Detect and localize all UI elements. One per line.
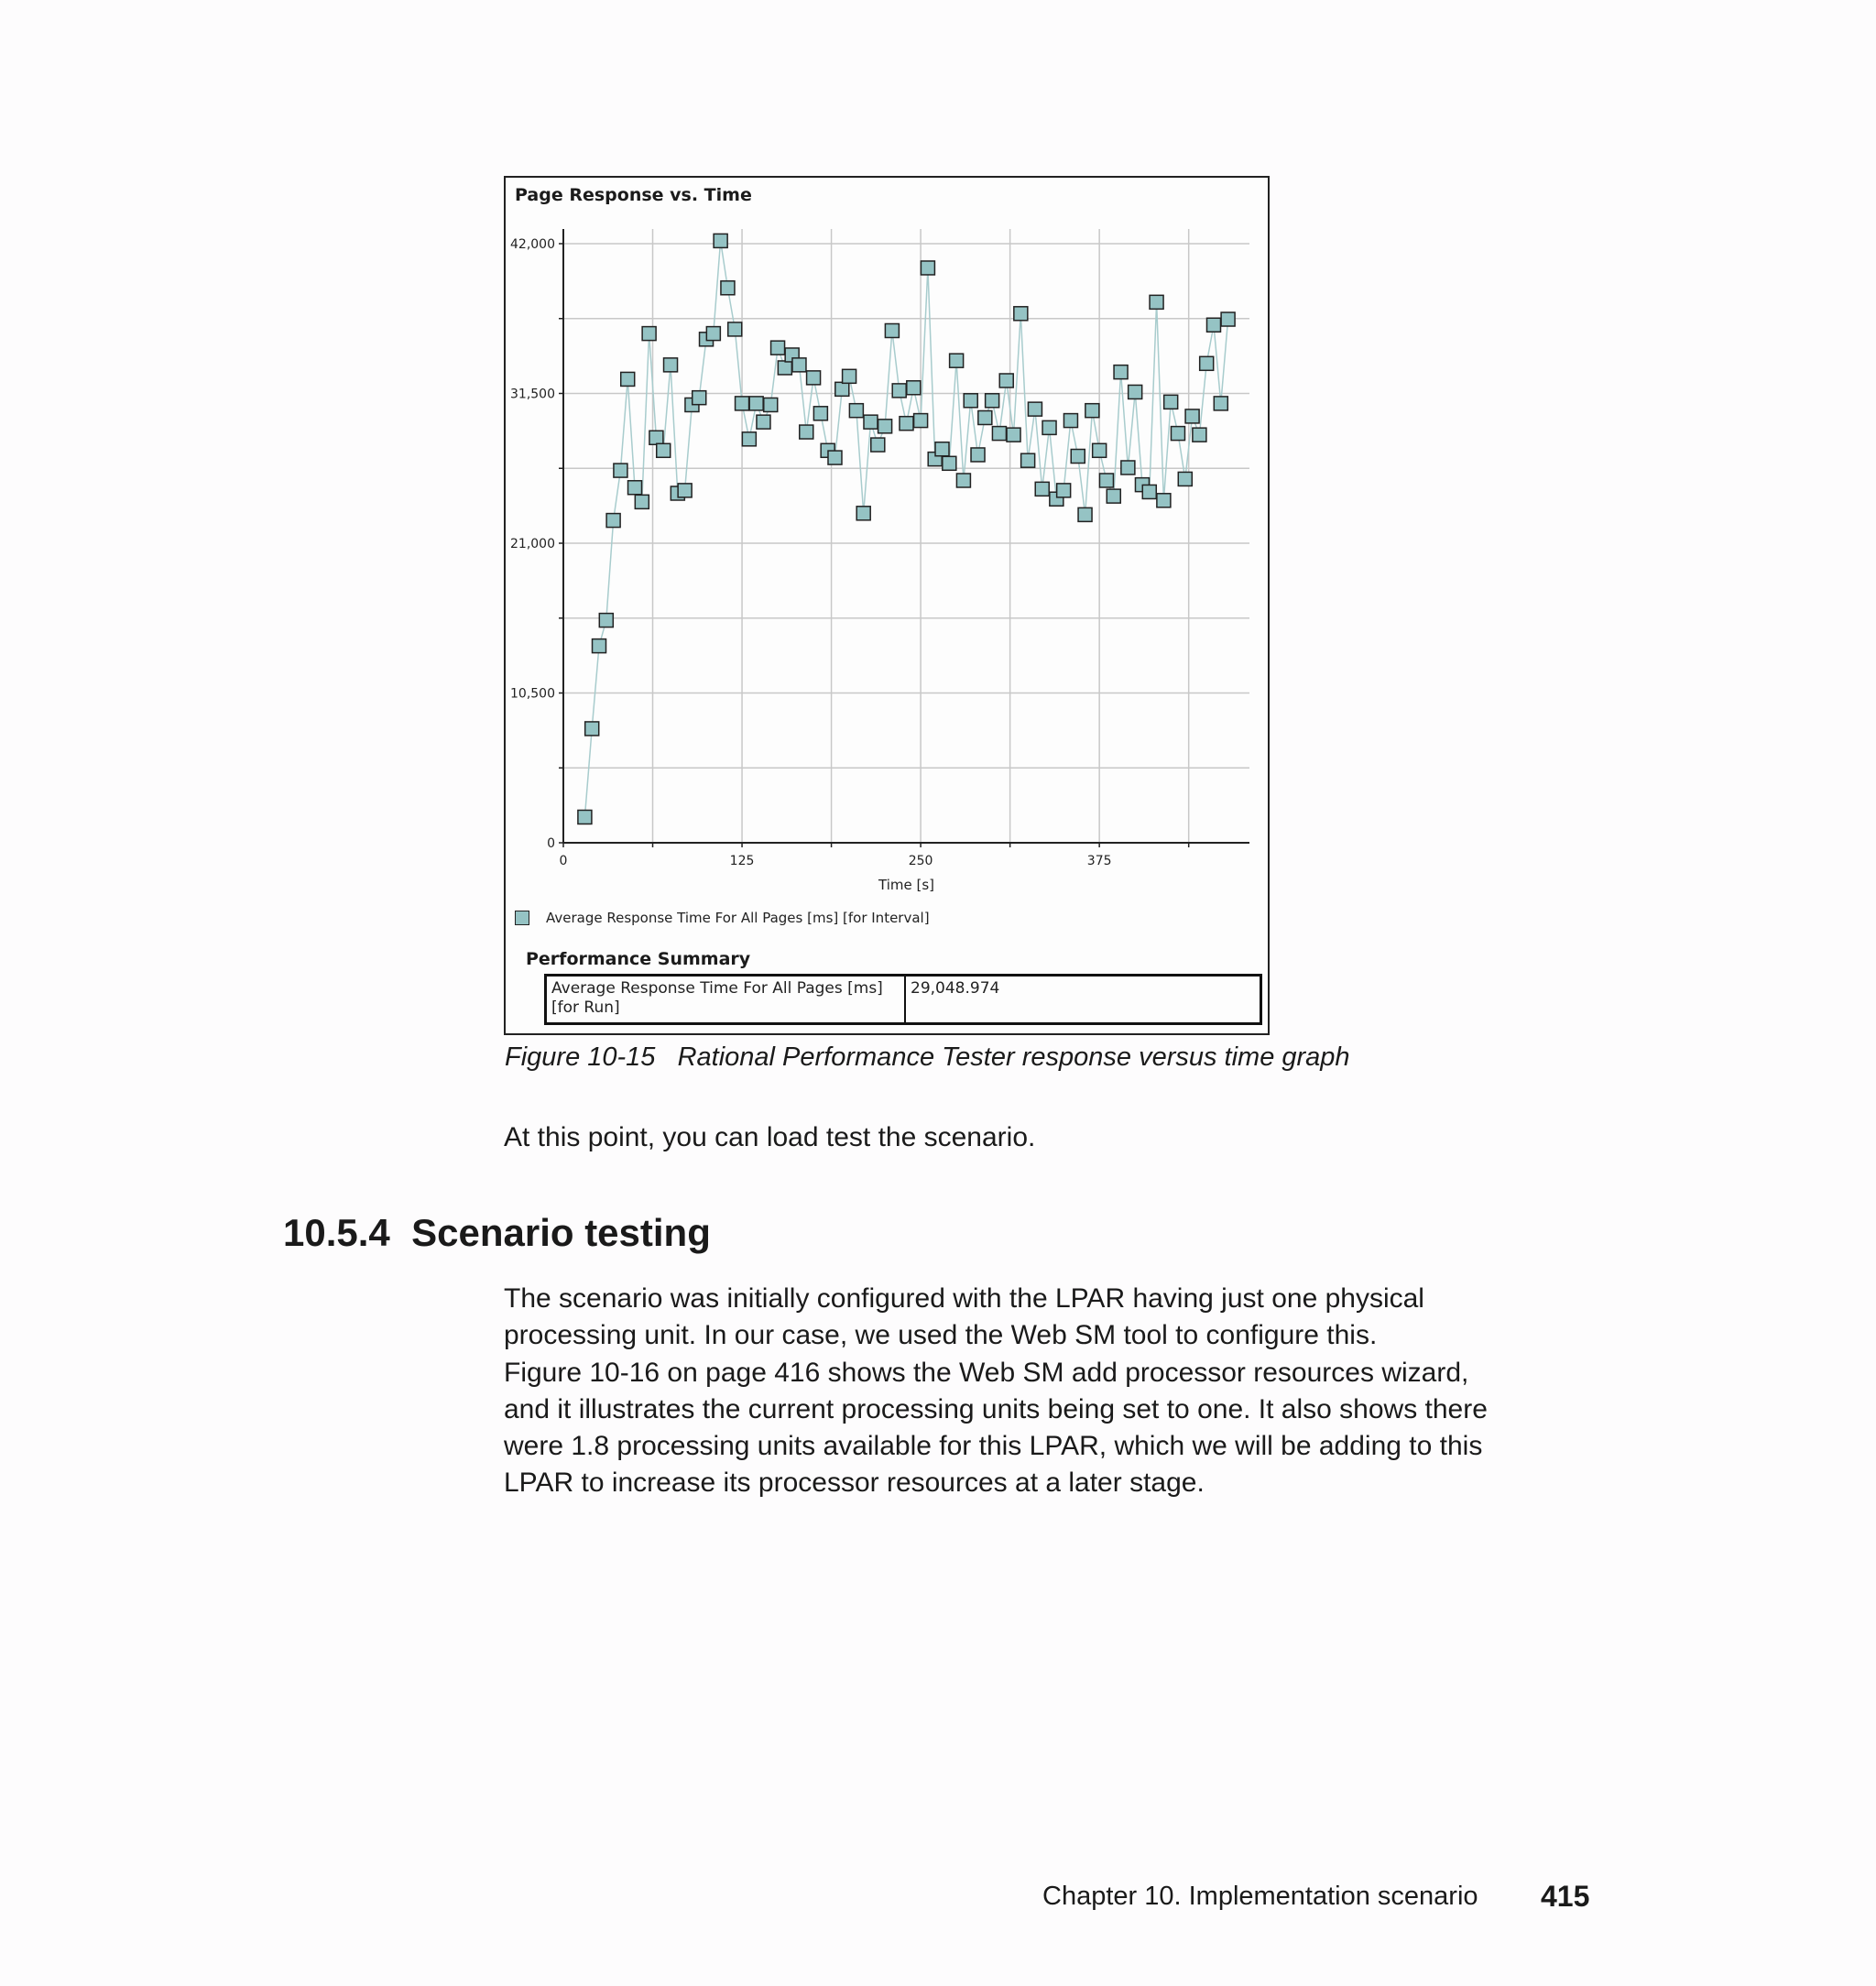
data-point [1057, 484, 1071, 497]
x-tick-label: 375 [1086, 854, 1112, 868]
data-point [792, 358, 806, 372]
paragraph-line: LPAR to increase its processor resources at a later stage. [504, 1468, 1205, 1499]
data-point [1114, 366, 1128, 379]
x-tick-label: 250 [908, 854, 933, 868]
data-point [1164, 395, 1178, 409]
data-point [585, 722, 599, 736]
data-point [864, 415, 878, 429]
data-point [943, 456, 956, 470]
data-point [728, 322, 742, 336]
data-point [657, 443, 671, 457]
data-point [800, 425, 813, 439]
data-point [1093, 443, 1107, 457]
x-tick-label: 125 [729, 854, 755, 868]
data-point [986, 394, 999, 408]
data-point [771, 341, 785, 355]
data-point [1150, 295, 1163, 309]
data-point [642, 327, 656, 341]
data-point [856, 507, 870, 520]
performance-summary-table [544, 974, 1262, 1025]
data-point [1085, 404, 1099, 418]
data-point [678, 484, 692, 497]
data-point [1142, 485, 1156, 498]
data-point [914, 414, 928, 428]
data-point [1007, 428, 1020, 442]
data-point [742, 432, 756, 446]
data-point [736, 397, 749, 410]
summary-value-cell: 29,048.974 [911, 979, 1000, 998]
data-point [849, 404, 863, 418]
data-point [635, 495, 649, 508]
data-point [1221, 312, 1235, 326]
y-tick-label: 21,000 [510, 537, 555, 551]
data-point [693, 391, 706, 405]
data-point [1129, 385, 1142, 398]
data-point [664, 358, 678, 372]
data-point [628, 481, 642, 495]
figure-caption: Figure 10-15 Rational Performance Tester response versus time graph [505, 1042, 1350, 1072]
data-point [614, 464, 627, 477]
y-tick-label: 31,500 [510, 387, 555, 402]
summary-label-line2: [for Run] [551, 998, 620, 1017]
summary-label-cell [547, 977, 906, 1022]
data-point [757, 415, 770, 429]
page-number: 415 [1541, 1880, 1590, 1913]
figure-frame [504, 176, 1270, 1035]
paragraph-scenario [504, 1281, 1488, 1502]
data-point [950, 354, 964, 367]
data-point [1014, 307, 1028, 321]
legend-swatch [515, 911, 529, 925]
data-point [1171, 427, 1184, 441]
data-point [892, 384, 906, 398]
data-point [843, 369, 856, 383]
data-point [1099, 474, 1113, 487]
data-point [1042, 420, 1056, 434]
paragraph-line: processing unit. In our case, we used the Web SM tool to configure this. [504, 1320, 1378, 1351]
data-point [900, 417, 913, 431]
data-point [992, 427, 1006, 441]
data-point [1063, 414, 1077, 428]
data-point [1206, 318, 1220, 332]
data-point [1071, 450, 1085, 464]
data-point [871, 438, 885, 452]
data-point [593, 639, 606, 653]
summary-label-line1: Average Response Time For All Pages [ms] [551, 979, 883, 998]
paragraph-load-test: At this point, you can load test the scenario. [504, 1122, 1036, 1152]
data-point [778, 361, 791, 375]
chart-legend [515, 907, 930, 929]
y-tick-label: 0 [547, 836, 555, 851]
x-axis-label: Time [s] [878, 877, 934, 892]
data-point [885, 323, 899, 337]
data-point [1078, 507, 1092, 521]
data-point [1200, 356, 1214, 370]
data-point [606, 514, 620, 528]
section-heading: 10.5.4 Scenario testing [283, 1211, 711, 1254]
data-point [764, 398, 778, 411]
data-point [964, 394, 977, 408]
legend-label: Average Response Time For All Pages [ms] [for Interval] [546, 910, 930, 926]
data-point [749, 397, 763, 410]
data-point [1021, 453, 1035, 467]
data-point [1107, 489, 1120, 503]
data-point [921, 261, 934, 275]
data-point [1035, 482, 1049, 496]
data-point [649, 431, 663, 444]
paragraph-line: and it illustrates the current processing units being set to one. It also shows there [504, 1393, 1488, 1424]
data-point [599, 614, 613, 627]
series-line [584, 241, 1227, 817]
data-point [1157, 494, 1171, 507]
x-tick-label: 0 [559, 854, 568, 868]
paragraph-line: Figure 10-16 on page 416 shows the Web SM add processor resources wizard, [504, 1357, 1469, 1388]
data-point [1121, 461, 1135, 475]
data-point [621, 372, 635, 386]
chart-title: Page Response vs. Time [515, 185, 752, 205]
response-time-chart [506, 178, 1268, 892]
data-point [907, 381, 921, 395]
data-point [1185, 409, 1199, 423]
data-point [1028, 402, 1042, 416]
paragraph-line: were 1.8 processing units available for this LPAR, which we will be adding to this [504, 1431, 1483, 1462]
paragraph-line: The scenario was initially configured with the LPAR having just one physical [504, 1283, 1424, 1314]
data-point [578, 810, 592, 824]
data-point [1214, 397, 1227, 410]
data-point [1178, 472, 1192, 486]
y-tick-label: 10,500 [510, 686, 555, 702]
data-point [971, 448, 985, 462]
data-point [807, 371, 821, 385]
data-point [1193, 428, 1206, 442]
footer-chapter: Chapter 10. Implementation scenario [1042, 1882, 1478, 1911]
performance-summary-title: Performance Summary [526, 949, 751, 969]
data-point [956, 474, 970, 487]
data-point [706, 327, 720, 341]
data-point [813, 407, 827, 420]
data-point [978, 410, 992, 424]
data-point [878, 420, 892, 433]
data-point [999, 374, 1013, 387]
data-point [714, 234, 727, 247]
data-point [835, 382, 849, 396]
data-point [828, 451, 842, 464]
y-tick-label: 42,000 [510, 237, 555, 252]
data-point [721, 281, 735, 295]
data-point [935, 442, 949, 456]
